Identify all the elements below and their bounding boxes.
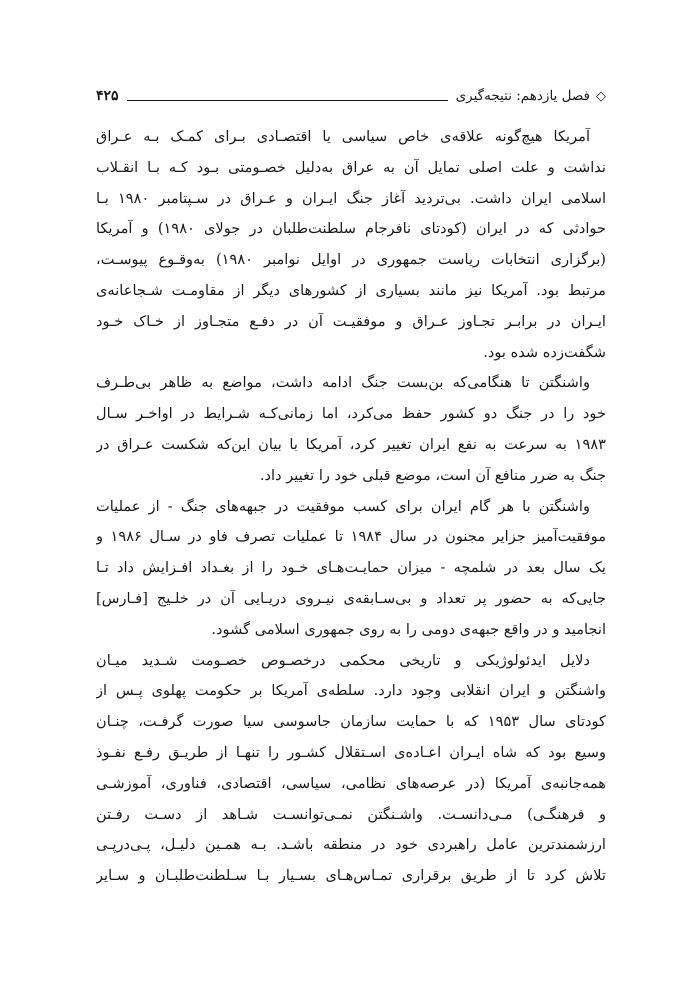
text-line: واشنگتن و ایران انقلابی وجود دارد. سلطه‌ی آمریکا بر حکومت پهلوی پـس از	[96, 682, 606, 700]
text-line: و فرهنگـی) مـی‌دانسـت. واشـنگتن نمـی‌توانسـت شـاهد از دسـت رفـتن	[96, 805, 606, 823]
text-line: مرتبط بود. آمریکا نیز مانند بسیاری از کشورهای دیگر از مقاومـت شـجاعانه‌ی	[96, 281, 606, 299]
page-number: ۴۲۵	[96, 88, 119, 104]
text-line: ایـران در برابـر تجـاوز عـراق و موفقیـت آن در دفـع متجـاوز از خـاک خـود	[96, 312, 606, 330]
text-line: همه‌جانبه‌ی آمریکا (در عرصه‌های نظامی، سیاسی، اقتصادی، فناوری، آموزشـی	[96, 774, 606, 792]
text-line: تلاش کرد تا از طریق برقراری تمـاس‌هـای بسـیار بـا سـلطنت‌طلبـان و سـایر	[96, 867, 606, 885]
text-line: خود را در جنگ دو کشور حفظ می‌کرد، اما زمانی‌کـه شـرایط در اواخـر سـال	[96, 405, 606, 423]
text-line: ۱۹۸۳ به سرعت به نفع ایران تغییر کرد، آمریکا با بیان این‌که شکست عـراق در	[96, 435, 606, 453]
text-line: موفقیت‌آمیز جزایر مجنون در سال ۱۹۸۴ تا عملیات تصرف فاو در سـال ۱۹۸۶ و	[96, 528, 606, 546]
running-header	[96, 84, 606, 108]
text-line: اسلامی ایران داشت. بی‌تردید آغاز جنگ ایـران و عـراق در سـپتامبر ۱۹۸۰ بـا	[96, 189, 606, 207]
text-line: (برگزاری انتخابات ریاست جمهوری در اوایل نوامبر ۱۹۸۰) به‌وقـوع پیوسـت،	[96, 251, 606, 269]
text-line: واشنگتن تا هنگامی‌که بن‌بست جنگ ادامه داشت، مواضع به ظاهر بی‌طـرف	[96, 374, 590, 392]
text-line: واشنگتن با هر گام ایران برای کسب موفقیت در جبهه‌های جنگ - از عملیات	[96, 497, 590, 515]
text-line: وسیع بود که شاه ایـران اعـاده‌ی اسـتقلال کشـور را تنهـا از طریـق رفـع نفـوذ	[96, 743, 606, 761]
text-line: جنگ به ضرر منافع آن است، موضع قبلی خود را تغییر داد.	[259, 466, 606, 484]
text-line: دلایل ایدئولوژیکی و تاریخی محکمی درخصـوص خصـومت شـدید میـان	[96, 651, 590, 669]
header-rule	[127, 100, 448, 101]
text-line: یک سال بعد در شلمچه - میزان حمایـت‌هـای خـود را از بغـداد افـزایش داد تـا	[96, 559, 606, 577]
text-line: حوادثی که در ایران (کودتای نافرجام سلطنت‌طلبان در جولای ۱۹۸۰) و آمریکا	[96, 220, 606, 238]
text-line: کودتای سال ۱۹۵۳ که با حمایت سازمان جاسوسی سیا صورت گرفـت، چنـان	[96, 713, 606, 731]
diamond-ornament-icon: ◇	[596, 88, 606, 104]
text-line: انجامید و در واقع جبهه‌ی دومی را به روی جمهوری اسلامی گشود.	[211, 620, 606, 638]
text-line: ارزشمندترین عامل راهبردی خود در منطقه باشـد. بـه همـین دلیـل، پـی‌درپـی	[96, 836, 606, 854]
text-line: جایی‌که به حضور پر تعداد و بی‌سـابقه‌ی نیـروی دریـایی آن در خلـیج [فـارس]	[96, 589, 606, 607]
chapter-title: فصل یازدهم: نتیجه‌گیری	[455, 88, 590, 104]
text-line: آمریکا هیچ‌گونه علاقه‌ی خاص سیاسی یا اقتصـادی بـرای کمـک بـه عـراق	[96, 128, 590, 145]
text-line: نداشت و علت اصلی تمایل آن به عراق به‌دلیل خصـومتی بـود کـه بـا انقـلاب	[96, 158, 606, 176]
text-line: شگفت‌زده شده بود.	[483, 343, 606, 361]
body-text	[96, 122, 606, 892]
